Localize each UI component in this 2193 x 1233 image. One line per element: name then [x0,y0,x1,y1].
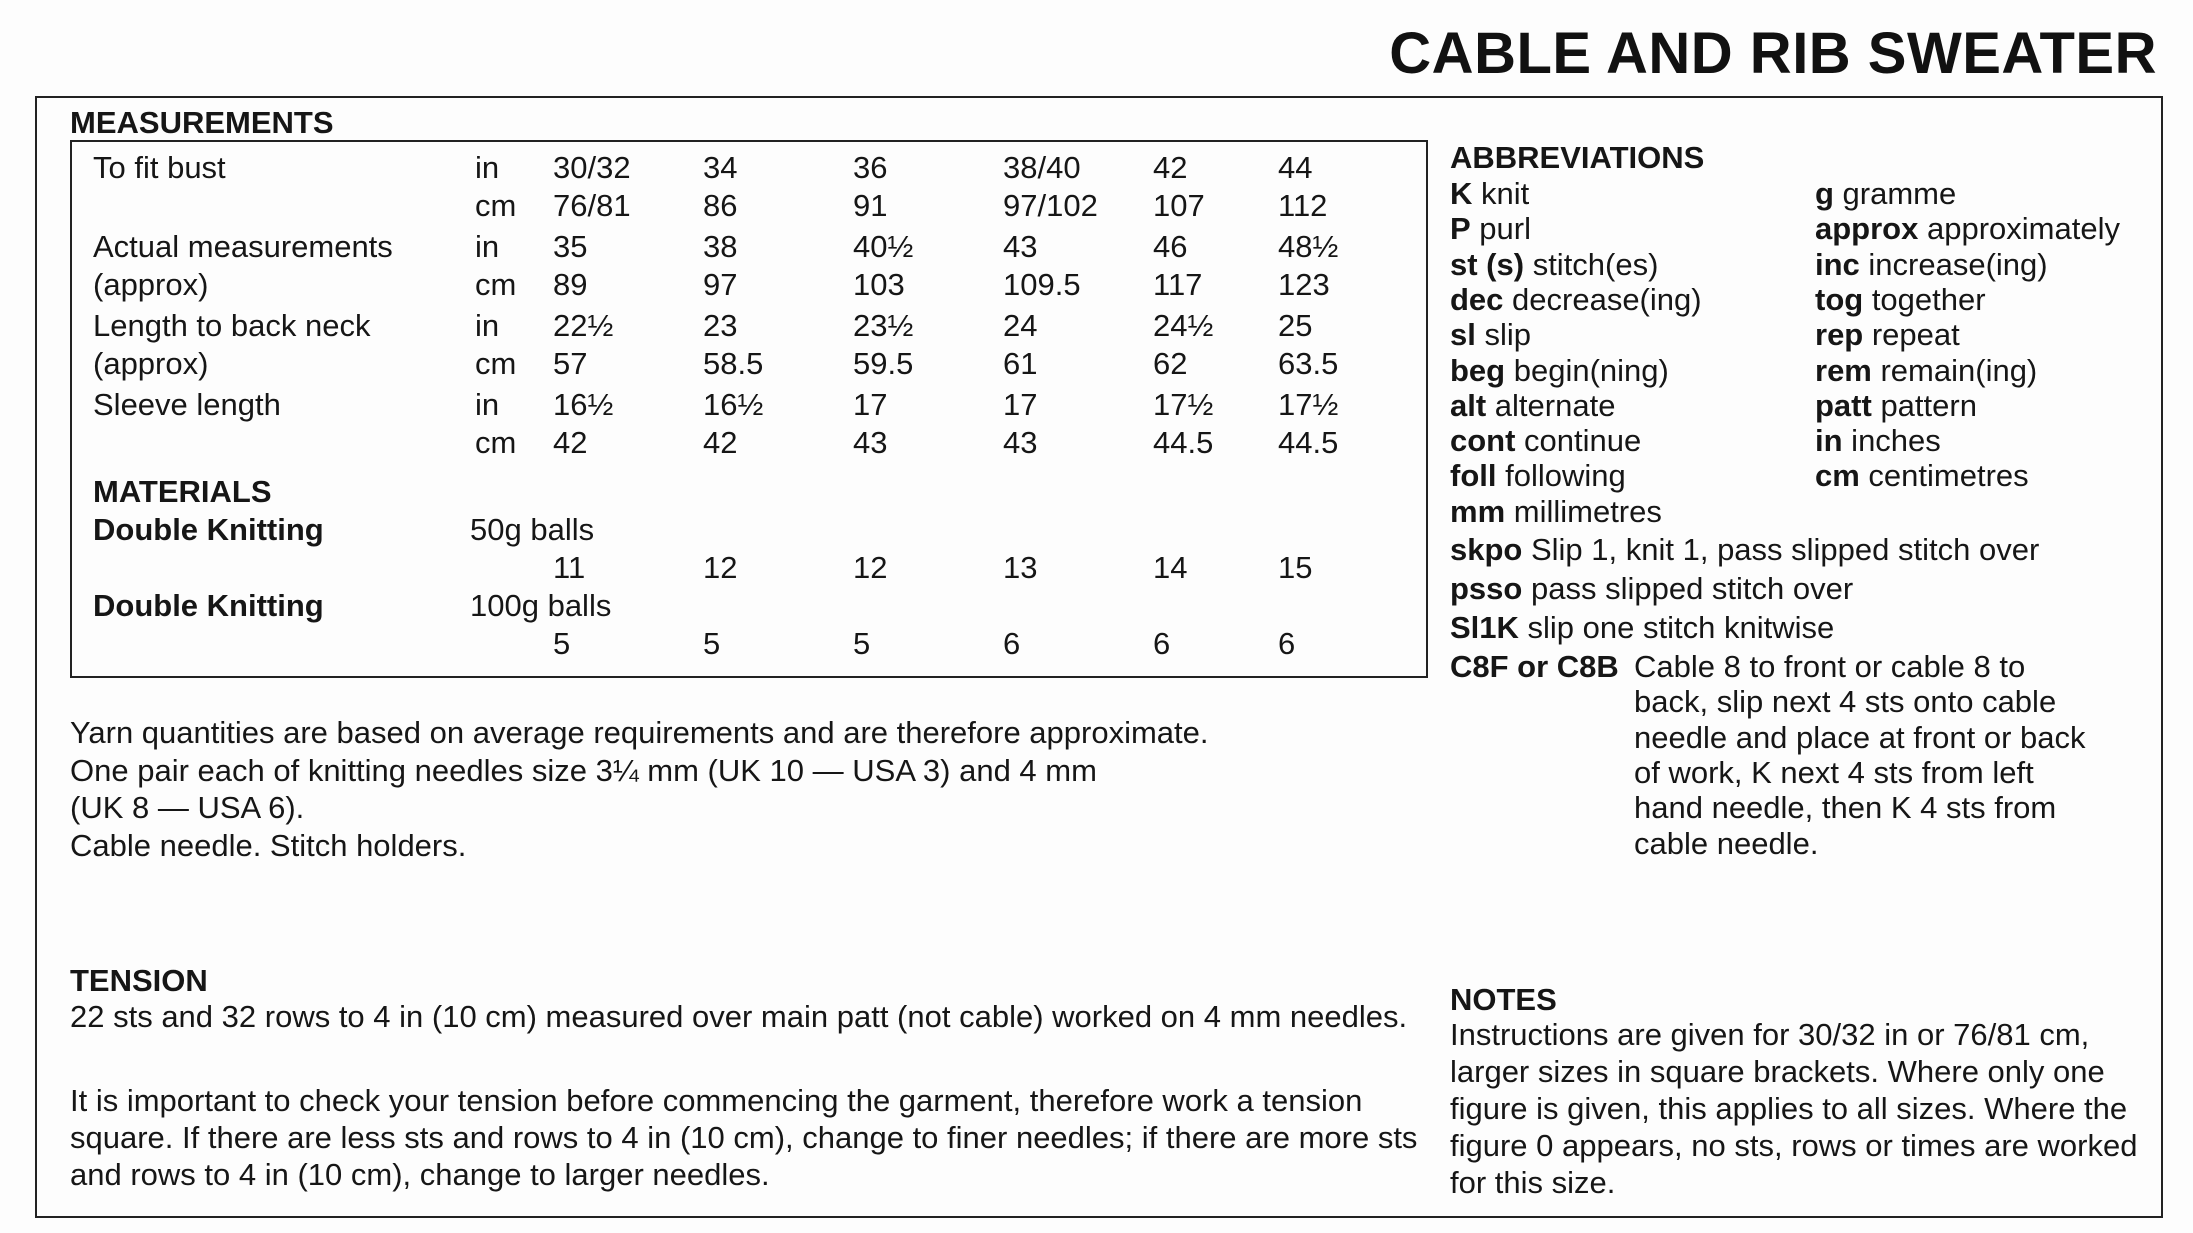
abbreviation-item [1450,532,2039,568]
measurement-value: 97/102 [1003,188,1098,223]
measurement-value: 17½ [1153,387,1214,422]
abbreviation-meaning: begin(ning) [1505,352,1669,388]
measurement-value: 61 [1003,346,1038,381]
abbreviation-term: approx [1815,211,1919,247]
measurement-value: 25 [1278,308,1313,343]
measurement-value: 97 [703,267,738,302]
measurement-value: 38/40 [1003,150,1081,185]
abbreviation-item [1815,211,2120,247]
measurement-value: 86 [703,188,738,223]
abbreviation-term: Sl1K [1450,610,1519,645]
abbreviations-heading: ABBREVIATIONS [1450,140,1705,175]
abbreviation-meaning: following [1496,458,1626,494]
measurement-value: 24 [1003,308,1038,343]
abbreviation-item [1815,317,1960,353]
abbreviation-meaning: remain(ing) [1871,352,2038,388]
tension-paragraph-1: 22 sts and 32 rows to 4 in (10 cm) measured over main patt (not cable) worked on 4 mm needles. [70,999,1408,1034]
measurement-value: 22½ [553,308,614,343]
abbreviation-term: patt [1815,387,1872,423]
abbreviation-item [1450,247,1658,283]
yarn-note-line: (UK 8 — USA 6). [70,790,305,825]
abbreviation-meaning: alternate [1486,387,1616,423]
abbreviation-term: K [1450,176,1473,211]
abbreviation-meaning: repeat [1863,317,1960,353]
abbreviation-meaning: stitch(es) [1524,246,1659,282]
measurement-value: 46 [1153,229,1188,264]
measurement-value: 23 [703,308,738,343]
abbreviation-term: foll [1450,458,1497,494]
measurement-label: Actual measurements [93,229,393,264]
measurement-value: 34 [703,150,738,185]
abbreviation-term: rem [1815,352,1872,388]
page-title: CABLE AND RIB SWEATER [1389,21,2157,86]
cable-description-line: of work, K next 4 sts from left [1634,754,2034,790]
abbreviation-item [1450,388,1615,424]
measurement-value: 63.5 [1278,346,1339,381]
abbreviation-term: P [1450,211,1471,247]
abbreviation-term: g [1815,176,1834,211]
measurement-label: (approx) [93,267,209,302]
abbreviation-item [1815,247,2048,283]
measurement-value: 89 [553,267,588,302]
abbreviation-meaning: slip one stitch knitwise [1518,610,1835,645]
abbreviation-term: tog [1815,281,1864,317]
material-value: 5 [853,626,871,661]
abbreviation-item [1450,282,1702,318]
unit-label: cm [475,188,517,223]
measurement-value: 42 [703,425,738,460]
abbreviation-term: mm [1450,493,1506,529]
measurement-value: 117 [1153,267,1203,302]
unit-label: in [475,229,500,264]
measurement-value: 35 [553,229,588,264]
abbreviation-item [1450,610,1834,646]
measurement-value: 16½ [703,387,764,422]
abbreviation-term: inc [1815,246,1860,282]
measurement-value: 17½ [1278,387,1339,422]
material-value: 6 [1153,626,1171,661]
material-value: 6 [1278,626,1296,661]
abbreviation-term: psso [1450,571,1523,606]
material-desc: 50g balls [470,512,595,547]
measurement-value: 30/32 [553,150,631,185]
material-name: Double Knitting [93,588,324,623]
measurement-value: 103 [853,267,905,302]
measurement-value: 43 [1003,229,1038,264]
materials-heading: MATERIALS [93,474,272,509]
abbreviation-meaning: pass slipped stitch over [1522,571,1854,606]
abbreviation-term: C8F or C8B [1450,649,1619,684]
material-value: 14 [1153,550,1188,585]
abbreviation-item [1815,458,2029,494]
abbreviation-meaning: increase(ing) [1859,246,2048,282]
abbreviation-item [1450,494,1662,530]
unit-label: cm [475,346,517,381]
material-value: 11 [553,550,586,585]
measurement-value: 24½ [1153,308,1214,343]
abbreviation-item [1815,423,1941,459]
material-name: Double Knitting [93,512,324,547]
material-value: 12 [703,550,738,585]
material-value: 5 [703,626,721,661]
abbreviation-item [1815,353,2037,389]
abbreviation-term: cont [1450,423,1516,459]
abbreviation-term: alt [1450,387,1487,423]
unit-label: in [475,308,500,343]
measurement-value: 59.5 [853,346,914,381]
measurement-value: 58.5 [703,346,764,381]
cable-description-line: cable needle. [1634,825,1819,861]
material-value: 13 [1003,550,1038,585]
abbreviation-item [1450,176,1529,212]
measurement-value: 44.5 [1153,425,1214,460]
measurement-value: 23½ [853,308,914,343]
measurement-value: 48½ [1278,229,1339,264]
abbreviation-meaning: centimetres [1859,458,2029,494]
abbreviation-term: cm [1815,458,1860,494]
measurement-value: 36 [853,150,888,185]
notes-heading: NOTES [1450,982,1557,1017]
abbreviation-term: dec [1450,281,1504,317]
measurement-value: 57 [553,346,588,381]
measurement-value: 42 [1153,150,1188,185]
material-value: 6 [1003,626,1021,661]
abbreviation-meaning: continue [1515,423,1642,459]
abbreviation-item [1815,282,1986,318]
measurement-value: 109.5 [1003,267,1081,302]
abbreviation-item [1450,353,1669,389]
measurement-value: 76/81 [553,188,631,223]
abbreviation-meaning: decrease(ing) [1503,281,1702,317]
measurement-value: 16½ [553,387,614,422]
material-value: 12 [853,550,888,585]
abbreviation-item [1815,176,1956,212]
measurement-value: 40½ [853,229,914,264]
abbreviation-item [1815,388,1977,424]
abbreviation-term: rep [1815,317,1864,353]
measurements-heading: MEASUREMENTS [70,105,334,140]
abbreviation-term: sl [1450,317,1476,353]
abbreviation-meaning: slip [1475,317,1531,353]
abbreviation-meaning: gramme [1833,176,1957,211]
abbreviation-term: skpo [1450,532,1523,567]
abbreviation-meaning: inches [1842,423,1941,459]
measurement-value: 17 [853,387,888,422]
measurement-value: 43 [853,425,888,460]
abbreviation-meaning: together [1863,281,1986,317]
abbreviation-item [1450,211,1531,247]
cable-description-line: Cable 8 to front or cable 8 to [1634,649,2026,684]
measurement-value: 112 [1278,188,1328,223]
tension-heading: TENSION [70,963,208,998]
cable-description-line: hand needle, then K 4 sts from [1634,790,2057,826]
abbreviation-meaning: Slip 1, knit 1, pass slipped stitch over [1522,532,2040,567]
abbreviation-term: st (s) [1450,246,1525,282]
cable-description-line: back, slip next 4 sts onto cable [1634,684,2057,720]
measurement-value: 91 [853,188,888,223]
abbreviation-item [1450,317,1531,353]
measurement-label: (approx) [93,346,209,381]
measurement-value: 44.5 [1278,425,1339,460]
measurement-label: To fit bust [93,150,226,185]
measurement-label: Length to back neck [93,308,371,343]
abbreviation-term: in [1815,423,1843,459]
abbreviation-meaning: millimetres [1505,493,1662,529]
material-value: 5 [553,626,571,661]
notes-paragraph: Instructions are given for 30/32 in or 76/81 cm, larger sizes in square brackets. Where only one figure is given, this applies to all sizes. Where the figure 0 appears, no sts, rows or times are worked for this size. [1450,1017,2138,1200]
abbreviation-meaning: knit [1472,176,1530,211]
yarn-note-line: Yarn quantities are based on average requirements and are therefore approximate. [70,715,1209,750]
unit-label: in [475,150,500,185]
abbreviation-item [1450,458,1626,494]
unit-label: in [475,387,500,422]
measurement-value: 107 [1153,188,1205,223]
measurement-value: 44 [1278,150,1313,185]
abbreviation-item [1450,423,1641,459]
abbreviation-term: beg [1450,352,1506,388]
measurement-value: 42 [553,425,588,460]
measurement-value: 123 [1278,267,1330,302]
tension-paragraph-2: It is important to check your tension before commencing the garment, therefore work a tension square. If there are less sts and rows to 4 in (10 cm), change to finer needles; if there are more sts and rows to 4 in (10 cm), change to larger needles. [70,1083,1418,1192]
measurement-value: 62 [1153,346,1188,381]
measurement-value: 38 [703,229,738,264]
measurement-label: Sleeve length [93,387,281,422]
measurement-value: 17 [1003,387,1038,422]
yarn-note-line: Cable needle. Stitch holders. [70,827,467,863]
abbreviation-meaning: pattern [1871,387,1977,423]
material-value: 15 [1278,550,1313,585]
abbreviation-item [1450,571,1853,607]
abbreviation-meaning: purl [1470,211,1531,247]
unit-label: cm [475,267,517,302]
material-desc: 100g balls [470,588,612,623]
measurement-value: 43 [1003,425,1038,460]
unit-label: cm [475,425,517,460]
cable-description-line: needle and place at front or back [1634,719,2086,755]
yarn-note-line: One pair each of knitting needles size 3¼ mm (UK 10 — USA 3) and 4 mm [70,752,1097,788]
abbreviation-meaning: approximately [1918,211,2120,247]
